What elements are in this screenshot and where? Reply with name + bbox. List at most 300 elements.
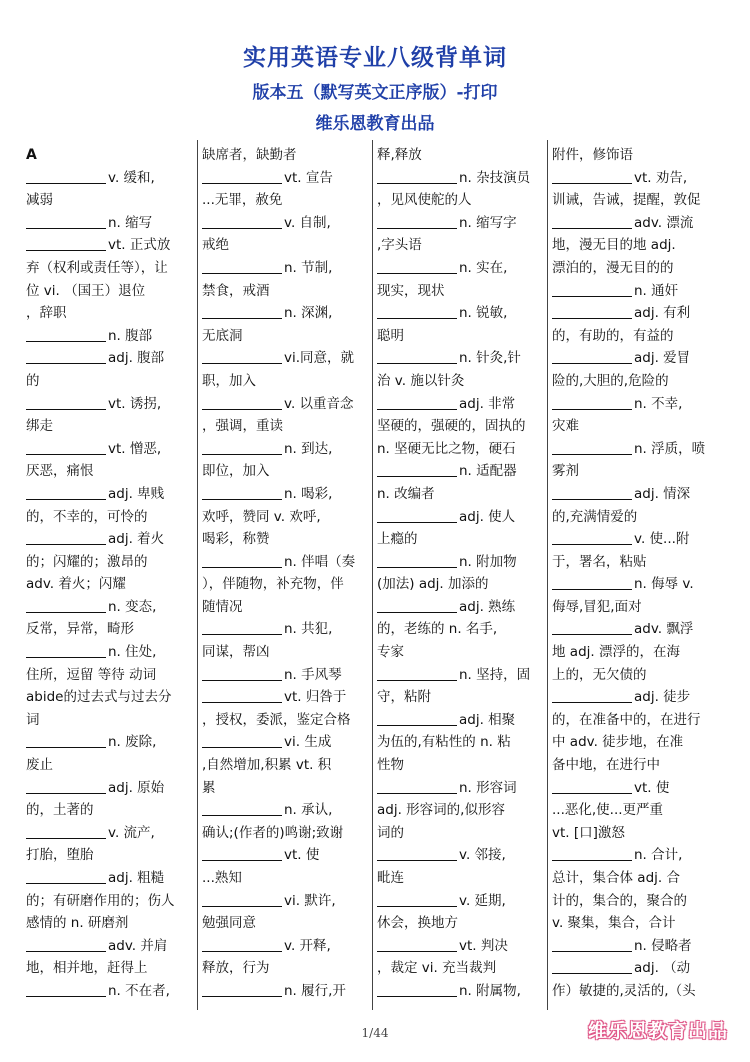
definition-line — [26, 415, 194, 438]
line-text: adj. 卑贱 — [108, 485, 165, 502]
line-text: 地，相并地，赶得上 — [26, 960, 148, 977]
line-text: n. 承认, — [284, 802, 333, 819]
answer-blank — [26, 643, 106, 658]
vocab-entry-line — [202, 980, 369, 1003]
answer-blank — [26, 824, 106, 839]
answer-blank — [552, 937, 632, 952]
line-text: n. 缩写 — [108, 214, 153, 231]
line-text: n. 不在者, — [108, 982, 170, 999]
definition-line — [552, 664, 719, 687]
answer-blank — [552, 620, 632, 635]
answer-blank — [202, 259, 282, 274]
line-text: 的，老练的 n. 名手, — [377, 621, 498, 638]
line-text: 感情的 n. 研磨剂 — [26, 915, 129, 932]
line-text: adj. 使人 — [459, 508, 516, 525]
line-text: adj. 爱冒 — [634, 350, 691, 367]
watermark-logo: 维乐恩教育出品 — [588, 1020, 729, 1042]
vocab-entry-line — [377, 302, 544, 325]
answer-blank — [202, 485, 282, 500]
line-text: ...无罪，赦免 — [202, 192, 283, 209]
answer-blank — [377, 508, 457, 523]
line-text: v. 使...附 — [634, 531, 690, 548]
line-text: 现实，现状 — [377, 282, 445, 299]
line-text: n. 坚持，固 — [459, 666, 531, 683]
definition-line — [26, 844, 194, 867]
vocab-entry-line — [552, 438, 719, 461]
line-text: 的；闪耀的；激昂的 — [26, 553, 148, 570]
line-text: 住所，逗留 等待 动词 — [26, 666, 157, 683]
vocab-column-2 — [197, 140, 372, 1010]
definition-line — [202, 144, 369, 167]
line-text: 附件，修饰语 — [552, 147, 633, 163]
line-text: 漂泊的，漫无目的的 — [552, 259, 674, 276]
line-text: n. 伴唱（奏 — [284, 553, 356, 570]
line-text: 随情况 — [202, 598, 243, 615]
vocab-entry-line — [202, 935, 369, 958]
publisher-line: 维乐恩教育出品 — [315, 114, 435, 134]
vocab-entry-line — [26, 528, 194, 551]
page-number: 1/44 — [361, 1026, 389, 1040]
definition-line — [552, 596, 719, 619]
answer-blank — [377, 892, 457, 907]
answer-blank — [552, 959, 632, 974]
line-text: vi. 默许, — [284, 892, 336, 909]
line-text: 同谋，帮凶 — [202, 644, 270, 661]
definition-line — [377, 280, 544, 303]
answer-blank — [552, 395, 632, 410]
definition-line — [377, 731, 544, 754]
definition-line — [26, 370, 194, 393]
definition-line — [377, 641, 544, 664]
definition-line — [552, 234, 719, 257]
line-text: n. 缩写字 — [459, 214, 517, 231]
line-text: vt. 正式放 — [108, 237, 171, 254]
definition-line — [26, 551, 194, 574]
answer-blank — [377, 598, 457, 613]
line-text: 弃（权利或责任等），让 — [26, 259, 168, 276]
line-text: v. 聚集，集合，合计 — [552, 915, 676, 932]
line-text: 聪明 — [377, 327, 404, 344]
answer-blank — [552, 169, 632, 184]
vocab-entry-line — [377, 777, 544, 800]
answer-blank — [202, 666, 282, 681]
definition-line — [552, 325, 719, 348]
line-text: n. 附加物 — [459, 553, 517, 570]
line-text: 绑走 — [26, 418, 53, 435]
line-text: ,自然增加,积累 vt. 积 — [202, 757, 332, 774]
line-text: 位 vi. （国王）退位 — [26, 282, 146, 299]
answer-blank — [26, 236, 106, 251]
line-text: adj. 非常 — [459, 395, 516, 412]
definition-line — [202, 754, 369, 777]
vocab-entry-line — [202, 302, 369, 325]
vocab-entry-line — [377, 167, 544, 190]
answer-blank — [26, 779, 106, 794]
answer-blank — [552, 846, 632, 861]
line-text: n. 适配器 — [459, 463, 517, 480]
vocab-column-1 — [22, 140, 197, 1010]
answer-blank — [26, 937, 106, 952]
vocab-entry-line — [202, 438, 369, 461]
answer-blank — [377, 666, 457, 681]
answer-blank — [552, 575, 632, 590]
vocab-entry-line — [26, 731, 194, 754]
definition-line — [552, 709, 719, 732]
line-text: 的,充满情爱的 — [552, 508, 638, 525]
line-text: vt. 使 — [284, 847, 320, 864]
definition-line — [202, 460, 369, 483]
line-text: A — [26, 147, 37, 163]
vocab-column-3 — [372, 140, 547, 1010]
answer-blank — [202, 553, 282, 568]
answer-blank — [552, 214, 632, 229]
definition-line — [202, 528, 369, 551]
line-text: n. 腹部 — [108, 327, 153, 344]
answer-blank — [202, 395, 282, 410]
line-text: n. 浮质，喷 — [634, 440, 706, 457]
definition-line — [26, 189, 194, 212]
line-text: adv. 着火；闪耀 — [26, 576, 126, 593]
vocab-entry-line — [552, 935, 719, 958]
line-text: v. 以重音念 — [284, 395, 354, 412]
definition-line — [202, 189, 369, 212]
vocab-entry-line — [377, 709, 544, 732]
line-text: n. 杂技演员 — [459, 169, 531, 186]
line-text: n. 喝彩, — [284, 485, 333, 502]
line-text: 地 adj. 漂浮的，在海 — [552, 644, 680, 661]
definition-line — [202, 822, 369, 845]
line-text: 于，署名，粘贴 — [552, 553, 647, 570]
definition-line — [377, 528, 544, 551]
line-text: 确认;(作者的)鸣谢;致谢 — [202, 824, 344, 841]
line-text: vi. 生成 — [284, 734, 332, 751]
definition-line — [377, 754, 544, 777]
line-text: 性物 — [377, 757, 404, 774]
line-text: 休会，换地方 — [377, 915, 458, 932]
line-text: 守，粘附 — [377, 689, 431, 706]
definition-line — [552, 641, 719, 664]
line-text: adj. 徒步 — [634, 689, 691, 706]
vocab-entry-line — [377, 844, 544, 867]
answer-blank — [552, 779, 632, 794]
line-text: 职，加入 — [202, 372, 256, 389]
vocab-entry-line — [202, 890, 369, 913]
line-text: 地，漫无目的地 adj. — [552, 237, 676, 254]
line-text: vt. 宣告 — [284, 169, 333, 186]
definition-line — [26, 957, 194, 980]
vocab-entry-line — [552, 573, 719, 596]
definition-line — [202, 370, 369, 393]
definition-line — [202, 912, 369, 935]
line-text: vt. 使 — [634, 779, 670, 796]
answer-blank — [552, 440, 632, 455]
line-text: n. 形容词 — [459, 779, 517, 796]
vocab-entry-line — [202, 664, 369, 687]
line-text: v. 开释, — [284, 937, 331, 954]
line-text: v. 缓和, — [108, 169, 155, 186]
line-text: n. 不幸, — [634, 395, 683, 412]
line-text: 废止 — [26, 757, 53, 774]
section-letter — [26, 144, 194, 167]
vocab-column-4 — [547, 140, 722, 1010]
answer-blank — [26, 530, 106, 545]
definition-line — [552, 867, 719, 890]
line-text: v. 邻接, — [459, 847, 506, 864]
definition-line — [26, 257, 194, 280]
line-text: 喝彩，称赞 — [202, 531, 270, 548]
answer-blank — [26, 485, 106, 500]
definition-line — [377, 370, 544, 393]
page-title: 实用英语专业八级背单词 — [243, 45, 507, 71]
definition-line — [377, 483, 544, 506]
line-text: n. 实在, — [459, 259, 508, 276]
definition-line — [377, 686, 544, 709]
line-text: 中 adv. 徒步地，在准 — [552, 734, 684, 751]
vocab-entry-line — [202, 393, 369, 416]
vocab-entry-line — [377, 393, 544, 416]
definition-line — [377, 438, 544, 461]
line-text: 上瘾的 — [377, 531, 418, 548]
vocab-entry-line — [377, 347, 544, 370]
definition-line — [552, 460, 719, 483]
line-text: n. 侵略者 — [634, 937, 692, 954]
vocab-entry-line — [202, 347, 369, 370]
line-text: adj. 腹部 — [108, 350, 165, 367]
vocab-entry-line — [26, 980, 194, 1003]
line-text: 欢呼，赞同 v. 欢呼, — [202, 508, 321, 525]
answer-blank — [26, 327, 106, 342]
line-text: abide的过去式与过去分 — [26, 689, 172, 706]
line-text: 上的，无欠债的 — [552, 666, 647, 683]
vocab-entry-line — [552, 686, 719, 709]
answer-blank — [26, 440, 106, 455]
vocab-entry-line — [552, 212, 719, 235]
vocab-entry-line — [552, 957, 719, 980]
answer-blank — [202, 169, 282, 184]
definition-line — [377, 573, 544, 596]
answer-blank — [26, 349, 106, 364]
line-text: n. 住处, — [108, 644, 157, 661]
vocab-entry-line — [552, 618, 719, 641]
line-text: n. 废除, — [108, 734, 157, 751]
definition-line — [552, 912, 719, 935]
definition-line — [552, 144, 719, 167]
line-text: 减弱 — [26, 192, 53, 209]
vocab-entry-line — [377, 551, 544, 574]
vocab-entry-line — [26, 234, 194, 257]
vocab-entry-line — [26, 167, 194, 190]
definition-line — [552, 799, 719, 822]
line-text: 作）敏捷的,灵活的,（头 — [552, 982, 696, 999]
definition-line — [377, 144, 544, 167]
line-text: 释,释放 — [377, 147, 422, 163]
definition-line — [377, 822, 544, 845]
definition-line — [552, 370, 719, 393]
vocab-entry-line — [26, 935, 194, 958]
definition-line — [202, 234, 369, 257]
answer-blank — [202, 688, 282, 703]
vocab-entry-line — [377, 506, 544, 529]
definition-line — [552, 822, 719, 845]
vocab-entry-line — [552, 393, 719, 416]
answer-blank — [377, 846, 457, 861]
line-text: n. 锐敏, — [459, 305, 508, 322]
line-text: 专家 — [377, 644, 404, 661]
line-text: 禁食，戒酒 — [202, 282, 270, 299]
line-text: 治 v. 施以针灸 — [377, 372, 465, 389]
vocab-entry-line — [552, 777, 719, 800]
definition-line — [202, 506, 369, 529]
definition-line — [552, 506, 719, 529]
line-text: 的；有研磨作用的；伤人 — [26, 892, 175, 909]
definition-line — [202, 573, 369, 596]
line-text: 词 — [26, 711, 40, 728]
line-text: 备中地，在进行中 — [552, 757, 660, 774]
line-text: n. 侮辱 v. — [634, 576, 694, 593]
vocab-entry-line — [202, 618, 369, 641]
vocab-entry-line — [26, 393, 194, 416]
vocab-entry-line — [202, 799, 369, 822]
vocab-entry-line — [552, 347, 719, 370]
line-text: 反常，异常，畸形 — [26, 621, 134, 638]
definition-line — [26, 302, 194, 325]
answer-blank — [26, 982, 106, 997]
definition-line — [377, 415, 544, 438]
answer-blank — [377, 349, 457, 364]
vocabulary-columns — [22, 140, 734, 1010]
vocab-entry-line — [26, 325, 194, 348]
vocab-entry-line — [202, 844, 369, 867]
definition-line — [26, 618, 194, 641]
definition-line — [26, 890, 194, 913]
definition-line — [26, 573, 194, 596]
vocab-entry-line — [26, 777, 194, 800]
answer-blank — [26, 733, 106, 748]
line-text: adj. 情深 — [634, 485, 691, 502]
vocab-entry-line — [377, 596, 544, 619]
line-text: 即位，加入 — [202, 463, 270, 480]
line-text: 戒绝 — [202, 237, 229, 254]
line-text: 无底洞 — [202, 327, 243, 344]
line-text: n. 履行,开 — [284, 982, 346, 999]
definition-line — [26, 686, 194, 709]
definition-line — [377, 912, 544, 935]
answer-blank — [552, 349, 632, 364]
definition-line — [202, 867, 369, 890]
line-text: adj. 熟练 — [459, 598, 516, 615]
definition-line — [552, 890, 719, 913]
vocab-entry-line — [26, 438, 194, 461]
vocab-entry-line — [26, 596, 194, 619]
answer-blank — [202, 892, 282, 907]
definition-line — [202, 280, 369, 303]
vocab-entry-line — [26, 867, 194, 890]
line-text: v. 流产, — [108, 824, 155, 841]
line-text: 训诫，告诫，提醒，敦促 — [552, 192, 701, 209]
line-text: 险的,大胆的,危险的 — [552, 372, 669, 389]
answer-blank — [377, 711, 457, 726]
line-text: 缺席者，缺勤者 — [202, 147, 297, 163]
line-text: 打胎，堕胎 — [26, 847, 94, 864]
answer-blank — [202, 349, 282, 364]
vocab-entry-line — [377, 460, 544, 483]
definition-line — [552, 754, 719, 777]
answer-blank — [377, 169, 457, 184]
answer-blank — [202, 846, 282, 861]
definition-line — [552, 415, 719, 438]
answer-blank — [377, 779, 457, 794]
line-text: vt. 判决 — [459, 937, 508, 954]
vocab-entry-line — [202, 686, 369, 709]
line-text: 计的，集合的，聚合的 — [552, 892, 687, 909]
vocab-entry-line — [377, 257, 544, 280]
line-text: 的，土著的 — [26, 802, 94, 819]
line-text: 雾剂 — [552, 463, 579, 480]
line-text: 灾难 — [552, 418, 579, 435]
line-text: 的，有助的，有益的 — [552, 327, 674, 344]
line-text: adj. 着火 — [108, 531, 165, 548]
definition-line — [202, 415, 369, 438]
line-text: n. 到达, — [284, 440, 333, 457]
definition-line — [26, 912, 194, 935]
line-text: ，强调，重读 — [202, 418, 283, 435]
line-text: 总计，集合体 adj. 合 — [552, 870, 680, 886]
vocab-entry-line — [26, 641, 194, 664]
line-text: n. 改编者 — [377, 485, 435, 502]
answer-blank — [552, 282, 632, 297]
line-text: 毗连 — [377, 870, 404, 886]
line-text: adj. 粗糙 — [108, 870, 165, 886]
definition-line — [377, 234, 544, 257]
line-text: adj. （动 — [634, 960, 691, 977]
answer-blank — [552, 304, 632, 319]
definition-line — [202, 957, 369, 980]
line-text: vt. 诱拐, — [108, 395, 162, 412]
definition-line — [26, 754, 194, 777]
vocab-entry-line — [26, 483, 194, 506]
line-text: 勉强同意 — [202, 915, 256, 932]
definition-line — [26, 709, 194, 732]
definition-line — [377, 867, 544, 890]
line-text: 侮辱,冒犯,面对 — [552, 598, 642, 615]
line-text: n. 变态, — [108, 598, 157, 615]
definition-line — [377, 618, 544, 641]
vocab-entry-line — [202, 483, 369, 506]
document-header — [0, 38, 750, 140]
vocab-entry-line — [202, 551, 369, 574]
answer-blank — [26, 598, 106, 613]
answer-blank — [202, 620, 282, 635]
answer-blank — [26, 169, 106, 184]
line-text: adv. 并肩 — [108, 937, 168, 954]
answer-blank — [26, 869, 106, 884]
line-text: n. 深渊, — [284, 305, 333, 322]
answer-blank — [202, 304, 282, 319]
definition-line — [26, 506, 194, 529]
line-text: ，辞职 — [26, 305, 67, 322]
vocab-entry-line — [552, 483, 719, 506]
answer-blank — [377, 395, 457, 410]
definition-line — [202, 777, 369, 800]
definition-line — [26, 460, 194, 483]
vocab-entry-line — [202, 167, 369, 190]
answer-blank — [377, 982, 457, 997]
line-text: ），伴随物，补充物，伴 — [202, 576, 344, 593]
line-text: adj. 相聚 — [459, 711, 516, 728]
line-text: n. 针灸,针 — [459, 350, 521, 367]
line-text: n. 坚硬无比之物，硬石 — [377, 440, 516, 457]
line-text: 累 — [202, 779, 216, 796]
